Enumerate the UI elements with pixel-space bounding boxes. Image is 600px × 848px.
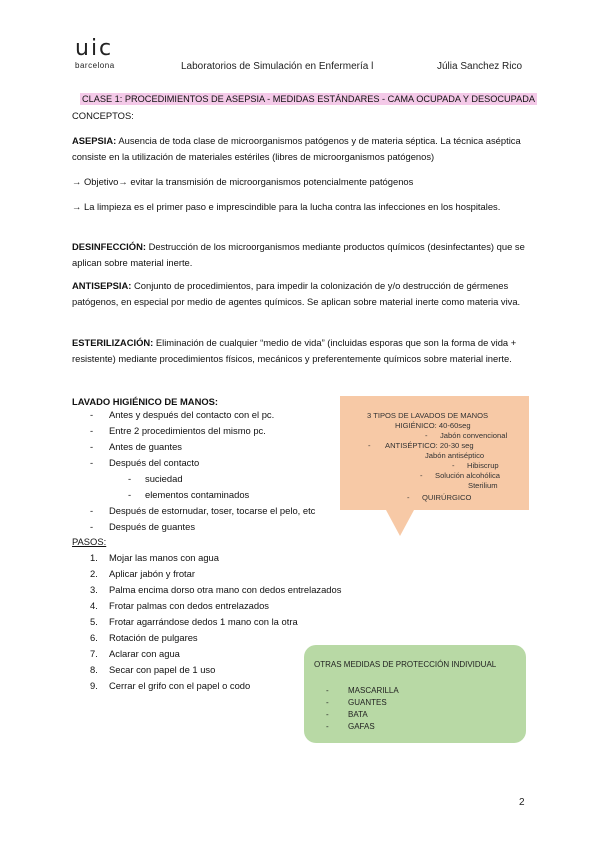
logo-subtitle: barcelona	[75, 61, 115, 70]
list-item: Antes de guantes	[109, 441, 182, 452]
list-item: Antes y después del contacto con el pc.	[109, 409, 275, 420]
step-number: 3.	[90, 584, 98, 595]
esterilizacion-paragraph	[72, 335, 532, 366]
desinfeccion-term: DESINFECCIÓN:	[72, 241, 146, 252]
step-item: Rotación de pulgares	[109, 632, 198, 643]
list-item: Después de guantes	[109, 521, 196, 532]
pasos-label: PASOS:	[72, 536, 107, 547]
logo-mark: uic	[75, 36, 114, 61]
box-title: OTRAS MEDIDAS DE PROTECCIÓN INDIVIDUAL	[314, 660, 497, 669]
step-number: 9.	[90, 680, 98, 691]
objetivo-line: → Objetivo→ evitar la transmisión de microorganismos potencialmente patógenos	[72, 176, 414, 187]
step-item: Frotar palmas con dedos entrelazados	[109, 600, 269, 611]
box-bullet: -	[326, 686, 329, 695]
callout-bullet: -	[452, 461, 455, 470]
step-number: 2.	[90, 568, 98, 579]
step-item: Secar con papel de 1 uso	[109, 664, 216, 675]
esterilizacion-term: ESTERILIZACIÓN:	[72, 337, 154, 348]
callout-line: HIGIÉNICO: 40-60seg	[395, 421, 471, 430]
header-course: Laboratorios de Simulación en Enfermería l	[181, 61, 374, 72]
step-number: 4.	[90, 600, 98, 611]
bullet: -	[90, 441, 94, 452]
step-item: Frotar agarrándose dedos 1 mano con la otra	[109, 616, 298, 627]
list-item: Entre 2 procedimientos del mismo pc.	[109, 425, 266, 436]
callout-bullet: -	[420, 471, 423, 480]
tipos-lavado-callout	[340, 396, 529, 510]
step-number: 8.	[90, 664, 98, 675]
antisepsia-term: ANTISEPSIA:	[72, 280, 132, 291]
desinfeccion-text: Destrucción de los microorganismos mediante productos químicos (desinfectantes) que se aplican sobre material inerte.	[72, 241, 525, 268]
antisepsia-text: Conjunto de procedimientos, para impedir la colonización de y/o destrucción de gérmenes patógenos, en especial por medio de agentes químicos. Se aplican sobre material inerte como materia viva.	[72, 280, 521, 307]
desinfeccion-paragraph	[72, 239, 532, 270]
list-item: elementos contaminados	[145, 489, 250, 500]
page-number: 2	[519, 797, 525, 808]
bullet: -	[128, 473, 132, 484]
bullet: -	[128, 489, 132, 500]
callout-line: Jabón convencional	[440, 431, 508, 440]
bullet: -	[90, 505, 94, 516]
list-item: Después de estornudar, toser, tocarse el pelo, etc	[109, 505, 316, 516]
limpieza-paragraph: → La limpieza es el primer paso e imprescindible para la lucha contra las infecciones en los hospitales.	[72, 201, 501, 212]
uic-logo	[75, 38, 115, 70]
list-item: Después del contacto	[109, 457, 200, 468]
callout-title: 3 TIPOS DE LAVADOS DE MANOS	[367, 411, 489, 420]
esterilizacion-text: Eliminación de cualquier “medio de vida” (incluidas esporas que son la forma de vida + resistente) mediante procedimientos físicos, mecánicos y preferentemente químicos sobre material inerte.	[72, 337, 517, 364]
step-number: 6.	[90, 632, 98, 643]
bullet: -	[90, 425, 94, 436]
box-item: GUANTES	[348, 698, 387, 707]
callout-line: Hibiscrup	[467, 461, 499, 470]
asepsia-paragraph	[72, 133, 532, 164]
class-title: CLASE 1: PROCEDIMIENTOS DE ASEPSIA - MEDIDAS ESTÁNDARES - CAMA OCUPADA Y DESOCUPADA	[82, 94, 536, 104]
step-number: 7.	[90, 648, 98, 659]
asepsia-term: ASEPSIA:	[72, 135, 117, 146]
step-item: Aclarar con agua	[109, 648, 180, 659]
callout-line: QUIRÚRGICO	[422, 493, 472, 502]
callout-line: ANTISÉPTICO: 20-30 seg	[385, 441, 474, 450]
box-bullet: -	[326, 722, 329, 731]
callout-pointer	[386, 510, 414, 536]
callout-bullet: -	[407, 493, 410, 502]
box-item: BATA	[348, 710, 368, 719]
otras-medidas-box	[304, 645, 526, 743]
header-author: Júlia Sanchez Rico	[437, 61, 523, 72]
step-item: Cerrar el grifo con el papel o codo	[109, 680, 251, 691]
step-item: Palma encima dorso otra mano con dedos entrelazados	[109, 584, 342, 595]
bullet: -	[90, 521, 94, 532]
box-bullet: -	[326, 710, 329, 719]
callout-bullet: -	[425, 431, 428, 440]
bullet: -	[90, 457, 94, 468]
antisepsia-paragraph	[72, 278, 532, 309]
callout-bullet: -	[368, 441, 371, 450]
box-item: GAFAS	[348, 722, 375, 731]
step-number: 5.	[90, 616, 98, 627]
step-item: Aplicar jabón y frotar	[109, 568, 195, 579]
box-item: MASCARILLA	[348, 686, 399, 695]
callout-line: Jabón antiséptico	[425, 451, 485, 460]
callout-line: Solución alcohólica	[435, 471, 501, 480]
lavado-heading: LAVADO HIGIÉNICO DE MANOS:	[72, 396, 219, 407]
asepsia-text: Ausencia de toda clase de microorganismos patógenos y de materia séptica. La técnica aséptica consiste en la utilización de materiales estériles (libres de microorganismos patógenos)	[72, 135, 521, 162]
callout-line: Sterilium	[468, 481, 498, 490]
step-number: 1.	[90, 552, 98, 563]
list-item: suciedad	[145, 473, 183, 484]
bullet: -	[90, 409, 94, 420]
conceptos-label: CONCEPTOS:	[72, 110, 134, 121]
box-bullet: -	[326, 698, 329, 707]
step-item: Mojar las manos con agua	[109, 552, 219, 563]
